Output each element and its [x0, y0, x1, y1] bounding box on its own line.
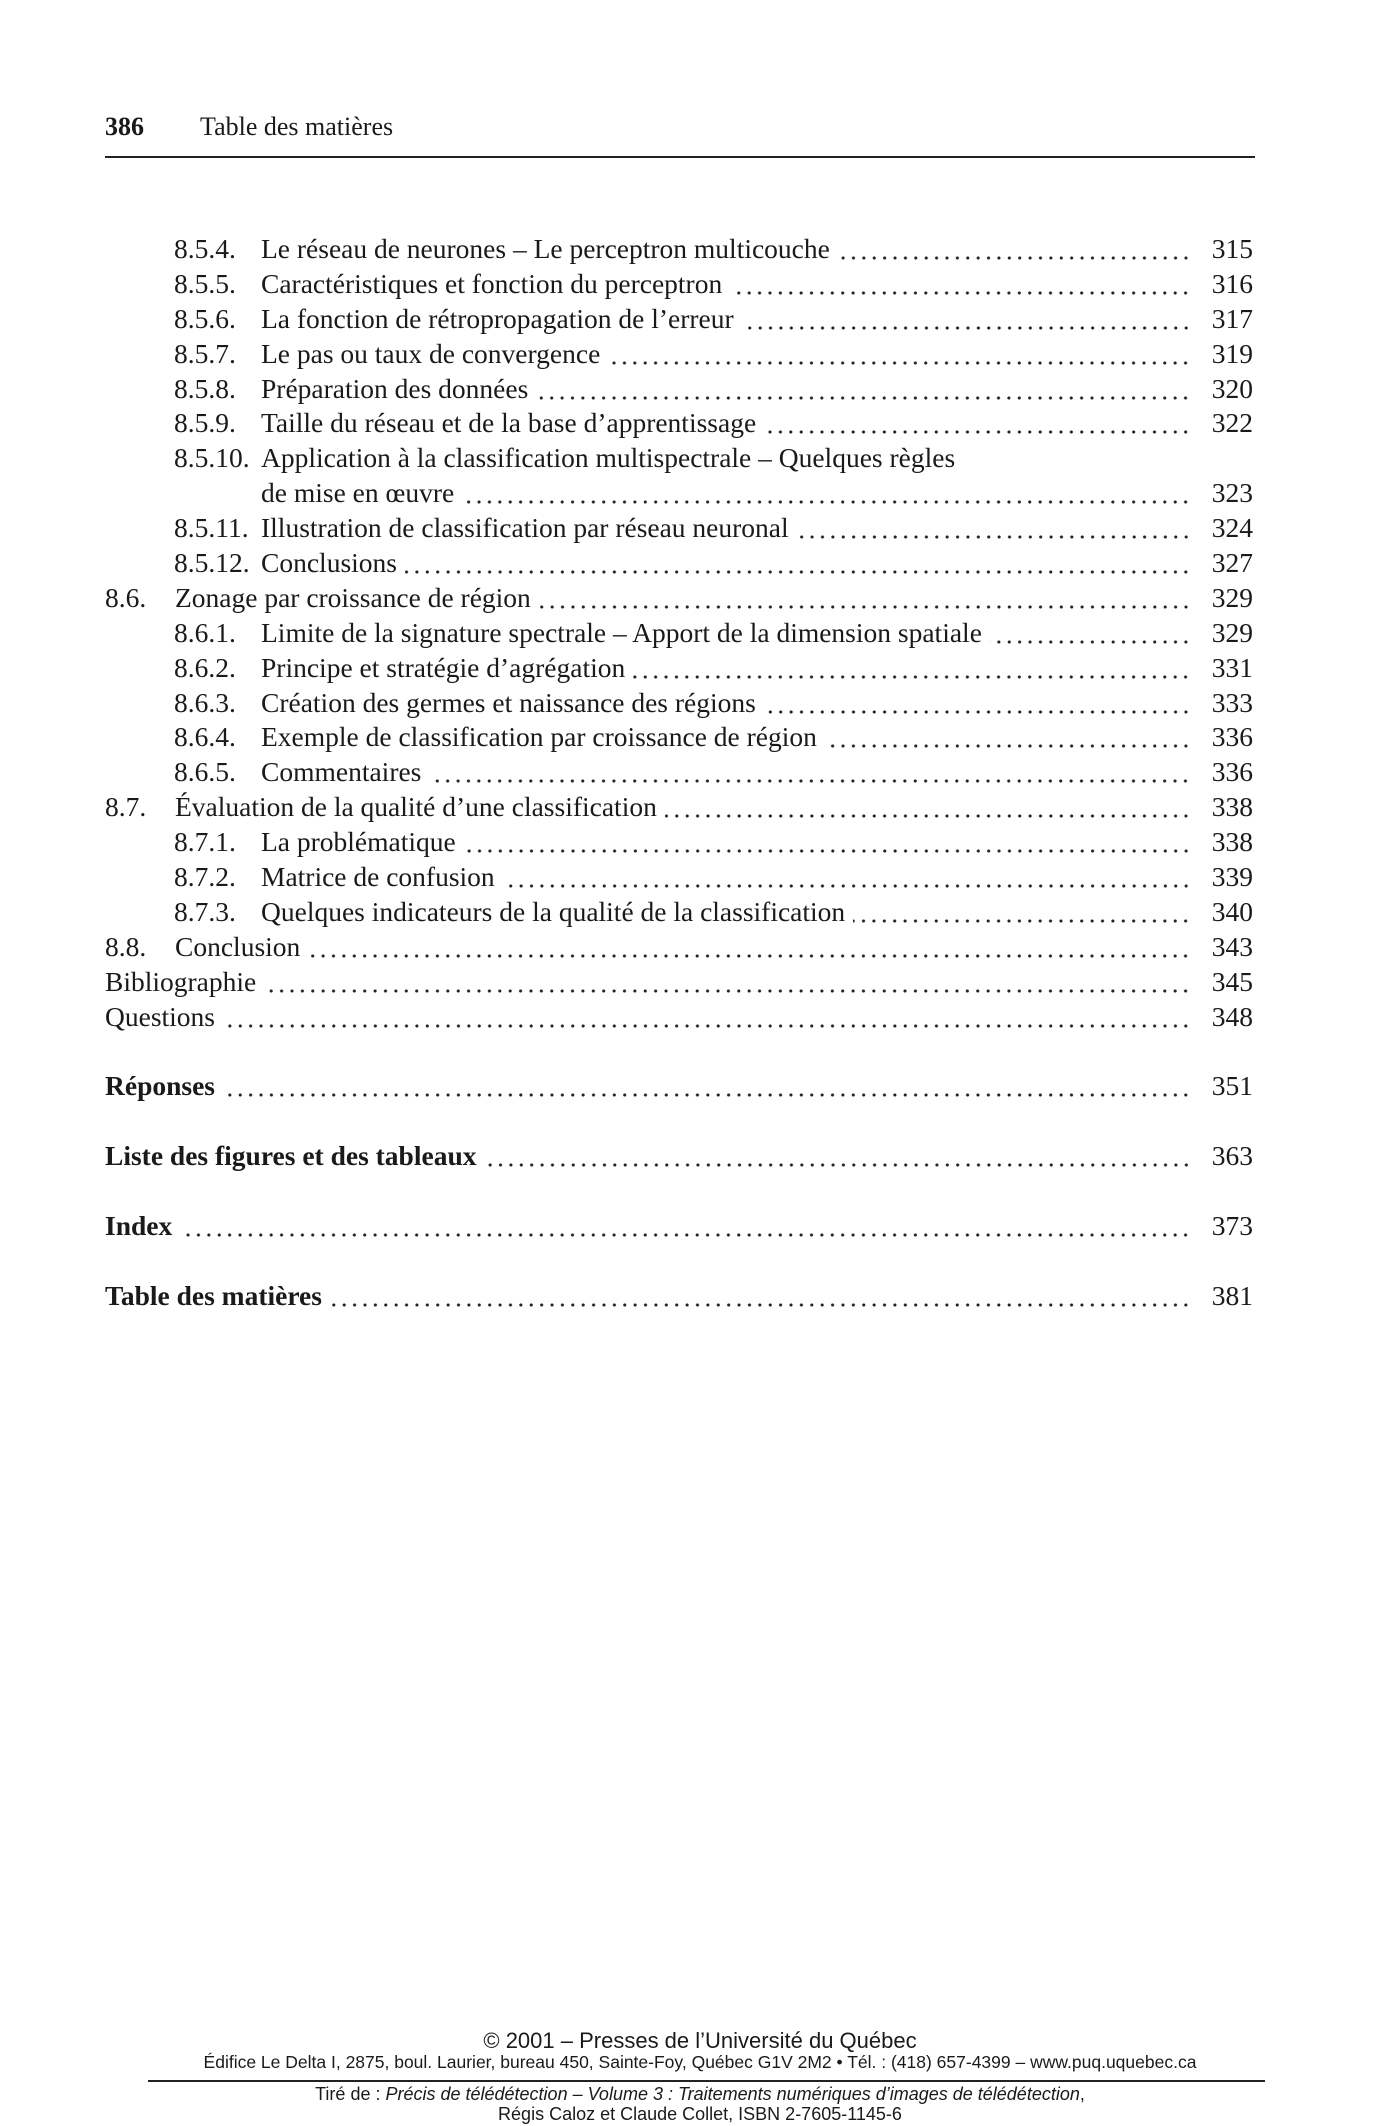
- entry-title-continuation: de mise en œuvre: [261, 477, 455, 509]
- entry-number: 8.5.12.: [174, 547, 250, 579]
- entry-page: 317: [1211, 302, 1253, 334]
- dot-leader: [223, 1069, 1191, 1104]
- dot-leader: [539, 581, 1191, 616]
- toc-entry[interactable]: [105, 895, 1253, 930]
- entry-title: Limite de la signature spectrale – Apport de la dimension spatiale: [261, 616, 982, 648]
- toc-entry[interactable]: [105, 965, 1253, 1000]
- entry-page: 339: [1211, 861, 1253, 893]
- dot-leader: [330, 1279, 1191, 1314]
- toc-entry[interactable]: [105, 441, 1253, 476]
- toc-entry[interactable]: [105, 372, 1253, 407]
- toc-entry[interactable]: [105, 825, 1253, 860]
- toc-entry[interactable]: [105, 686, 1253, 721]
- entry-title: Principe et stratégie d’agrégation: [261, 651, 626, 683]
- entry-number: 8.6.: [105, 581, 147, 613]
- entry-page: 320: [1211, 372, 1253, 404]
- entry-page: 343: [1211, 930, 1253, 962]
- entry-page: 333: [1211, 686, 1253, 718]
- entry-number: 8.8.: [105, 930, 147, 962]
- footer-copyright: © 2001 – Presses de l’Université du Québec: [483, 2028, 917, 2053]
- entry-number: 8.7.1.: [174, 826, 236, 858]
- toc-entry[interactable]: [105, 1209, 1253, 1244]
- dot-leader: [764, 406, 1191, 441]
- source-suffix: ,: [1079, 2084, 1085, 2104]
- entry-number: 8.7.3.: [174, 895, 236, 927]
- dot-leader: [990, 616, 1191, 651]
- entry-number: 8.5.4.: [174, 233, 236, 264]
- entry-title: Index: [105, 1209, 173, 1241]
- dot-leader: [503, 860, 1191, 895]
- entry-page: 336: [1211, 756, 1253, 788]
- entry-page: 327: [1211, 547, 1253, 579]
- entry-number: 8.6.3.: [174, 686, 236, 718]
- toc-entry[interactable]: [105, 651, 1253, 686]
- entry-page: 329: [1211, 616, 1253, 648]
- entry-title: Évaluation de la qualité d’une classification: [175, 791, 657, 823]
- dot-leader: [730, 267, 1191, 302]
- toc-entry-continuation: [105, 476, 1253, 511]
- entry-title: Taille du réseau et de la base d’apprentissage: [261, 407, 757, 439]
- toc-entry[interactable]: [105, 1069, 1253, 1104]
- toc-entry[interactable]: [105, 267, 1253, 302]
- header-rule: [105, 156, 1255, 158]
- dot-leader: [180, 1209, 1191, 1244]
- dot-leader: [223, 1000, 1191, 1035]
- toc-entry[interactable]: [105, 337, 1253, 372]
- dot-leader: [308, 930, 1191, 965]
- toc-entry[interactable]: [105, 860, 1253, 895]
- entry-title: Préparation des données: [261, 372, 529, 404]
- header-title: Table des matières: [200, 112, 394, 141]
- dot-leader: [429, 755, 1191, 790]
- toc-entry[interactable]: [105, 930, 1253, 965]
- entry-page: 315: [1211, 233, 1253, 264]
- entry-title: Liste des figures et des tableaux: [105, 1140, 477, 1172]
- dot-leader: [608, 337, 1191, 372]
- entry-number: 8.6.1.: [174, 616, 236, 648]
- toc-entry[interactable]: [105, 720, 1253, 755]
- entry-title: Illustration de classification par réseau neuronal: [261, 512, 789, 544]
- toc-entry[interactable]: [105, 302, 1253, 337]
- entry-page: 331: [1211, 651, 1253, 683]
- dot-leader: [665, 790, 1191, 825]
- entry-title: Conclusions: [261, 547, 397, 579]
- entry-title: Bibliographie: [105, 965, 257, 997]
- toc-entry[interactable]: [105, 1279, 1253, 1314]
- page-number: 386: [105, 112, 144, 141]
- dot-leader: [264, 965, 1191, 1000]
- toc-entry[interactable]: [105, 1139, 1253, 1174]
- entry-title: Le pas ou taux de convergence: [261, 337, 601, 369]
- toc-entry[interactable]: [105, 1000, 1253, 1035]
- dot-leader: [742, 302, 1191, 337]
- entry-title: La fonction de rétropropagation de l’erreur: [261, 302, 734, 334]
- entry-title: Caractéristiques et fonction du perceptron: [261, 267, 723, 299]
- entry-page: 338: [1211, 826, 1253, 858]
- dot-leader: [405, 546, 1191, 581]
- entry-title: Application à la classification multispectrale – Quelques règles: [261, 442, 956, 474]
- dot-leader: [633, 651, 1191, 686]
- entry-title: Quelques indicateurs de la qualité de la classification: [261, 895, 846, 927]
- entry-page: 373: [1211, 1209, 1253, 1241]
- entry-page: 322: [1211, 407, 1253, 439]
- toc-entry[interactable]: [105, 546, 1253, 581]
- entry-title: Questions: [105, 1000, 215, 1032]
- entry-number: 8.5.8.: [174, 372, 236, 404]
- toc-entry[interactable]: [105, 755, 1253, 790]
- entry-number: 8.6.4.: [174, 721, 236, 753]
- dot-leader: [838, 232, 1191, 267]
- footer-authors: Régis Caloz et Claude Collet, ISBN 2-7605-1145-6: [498, 2104, 902, 2124]
- entry-title: Réponses: [105, 1070, 216, 1102]
- toc-entry[interactable]: [105, 232, 1253, 267]
- entry-page: 336: [1211, 721, 1253, 753]
- entry-page: 340: [1211, 895, 1253, 927]
- dot-leader: [764, 686, 1191, 721]
- dot-leader: [853, 895, 1191, 930]
- dot-leader: [485, 1139, 1192, 1174]
- entry-number: 8.5.7.: [174, 337, 236, 369]
- dot-leader: [825, 720, 1191, 755]
- entry-title: Table des matières: [105, 1279, 322, 1311]
- entry-page: 348: [1211, 1000, 1253, 1032]
- table-of-contents: [105, 232, 1253, 1314]
- toc-entry[interactable]: [105, 790, 1253, 825]
- entry-number: 8.6.2.: [174, 651, 236, 683]
- entry-number: 8.5.11.: [174, 512, 249, 544]
- entry-title: Le réseau de neurones – Le perceptron multicouche: [261, 233, 830, 264]
- entry-page: 316: [1211, 267, 1253, 299]
- entry-number: 8.5.6.: [174, 302, 236, 334]
- dot-leader: [797, 511, 1191, 546]
- entry-title: Exemple de classification par croissance de région: [261, 721, 817, 753]
- entry-title: La problématique: [261, 826, 456, 858]
- footer-rule: [148, 2080, 1265, 2082]
- footer-address: Édifice Le Delta I, 2875, boul. Laurier, bureau 450, Sainte-Foy, Québec G1V 2M2 • Tél. : (418) 657-4399 – www.puq.uquebec.ca: [203, 2052, 1197, 2072]
- entry-page: 319: [1211, 337, 1253, 369]
- toc-entry[interactable]: [105, 406, 1253, 441]
- footer-source: [0, 2084, 1400, 2105]
- toc-entry[interactable]: [105, 511, 1253, 546]
- entry-page: 338: [1211, 791, 1253, 823]
- entry-page: 351: [1211, 1070, 1253, 1102]
- entry-page: 381: [1211, 1279, 1253, 1311]
- entry-page: 363: [1211, 1140, 1253, 1172]
- entry-number: 8.5.10.: [174, 442, 250, 474]
- entry-number: 8.7.2.: [174, 861, 236, 893]
- entry-number: 8.7.: [105, 791, 147, 823]
- dot-leader: [462, 476, 1191, 511]
- entry-page: 323: [1211, 477, 1253, 509]
- dot-leader: [464, 825, 1191, 860]
- source-title: Précis de télédétection – Volume 3 : Traitements numériques d’images de télédétection: [385, 2084, 1080, 2104]
- toc-entry[interactable]: [105, 616, 1253, 651]
- running-header: [105, 112, 393, 142]
- entry-page: 345: [1211, 965, 1253, 997]
- source-prefix: Tiré de :: [315, 2084, 386, 2104]
- entry-number: 8.6.5.: [174, 756, 236, 788]
- entry-title: Conclusion: [175, 930, 301, 962]
- entry-page: 329: [1211, 581, 1253, 613]
- entry-title: Zonage par croissance de région: [175, 581, 531, 613]
- entry-title: Commentaires: [261, 756, 422, 788]
- entry-title: Matrice de confusion: [261, 861, 495, 893]
- dot-leader: [536, 372, 1191, 407]
- entry-title: Création des germes et naissance des régions: [261, 686, 756, 718]
- toc-entry[interactable]: [105, 581, 1253, 616]
- entry-number: 8.5.9.: [174, 407, 236, 439]
- entry-page: 324: [1211, 512, 1253, 544]
- entry-number: 8.5.5.: [174, 267, 236, 299]
